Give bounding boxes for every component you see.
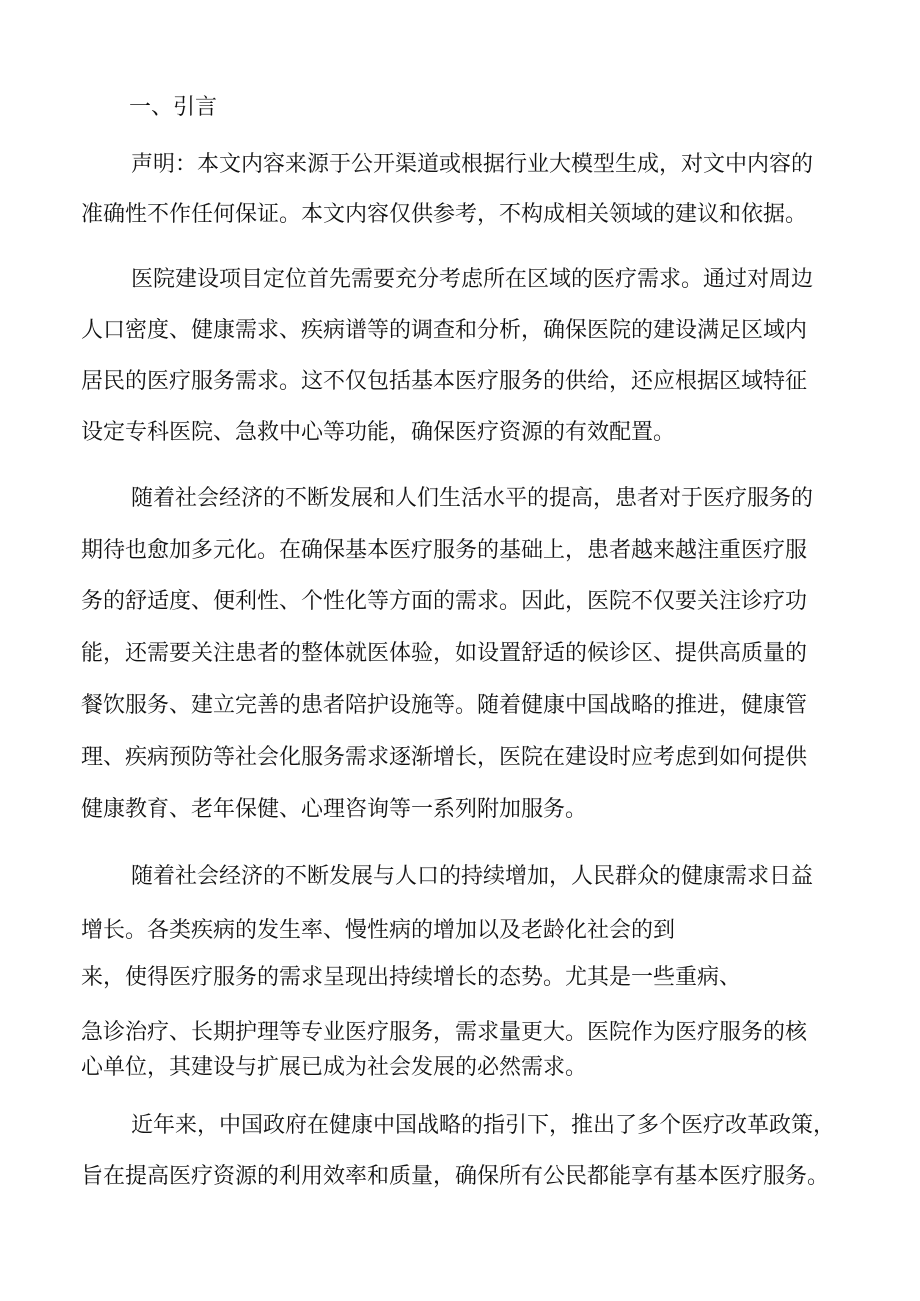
paragraph-2-line-1: 医院建设项目定位首先需要充分考虑所在区域的医疗需求。通过对周边 xyxy=(131,267,814,292)
paragraph-4-line-5: 心单位，其建设与扩展已成为社会发展的必然需求。 xyxy=(81,1055,588,1080)
disclaimer-line-1: 声明：本文内容来源于公开渠道或根据行业大模型生成，对文中内容的 xyxy=(131,152,814,177)
paragraph-3-line-4: 能，还需要关注患者的整体就医体验，如设置舒适的候诊区、提供高质量的 xyxy=(81,641,808,666)
paragraph-3-line-1: 随着社会经济的不断发展和人们生活水平的提高，患者对于医疗服务的 xyxy=(131,486,814,511)
paragraph-4-line-4: 急诊治疗、长期护理等专业医疗服务，需求量更大。医院作为医疗服务的核 xyxy=(81,1020,808,1045)
paragraph-5-line-2: 旨在提高医疗资源的利用效率和质量，确保所有公民都能享有基本医疗服务。 xyxy=(81,1164,830,1189)
paragraph-3-line-2: 期待也愈加多元化。在确保基本医疗服务的基础上，患者越来越注重医疗服 xyxy=(81,538,808,563)
paragraph-3-line-5: 餐饮服务、建立完善的患者陪护设施等。随着健康中国战略的推进，健康管 xyxy=(81,693,808,718)
paragraph-3-line-6: 理、疾病预防等社会化服务需求逐渐增长，医院在建设时应考虑到如何提供 xyxy=(81,745,808,770)
paragraph-4-line-2: 增长。各类疾病的发生率、慢性病的增加以及老龄化社会的到 xyxy=(81,918,676,943)
paragraph-3-line-3: 务的舒适度、便利性、个性化等方面的需求。因此，医院不仅要关注诊疗功 xyxy=(81,589,808,614)
paragraph-2-line-3: 居民的医疗服务需求。这不仅包括基本医疗服务的供给，还应根据区域特征 xyxy=(81,369,808,394)
disclaimer-line-2: 准确性不作任何保证。本文内容仅供参考，不构成相关领域的建议和依据。 xyxy=(81,202,808,227)
paragraph-4-line-3: 来，使得医疗服务的需求呈现出持续增长的态势。尤其是一些重病、 xyxy=(81,965,742,990)
paragraph-4-line-1: 随着社会经济的不断发展与人口的持续增加，人民群众的健康需求日益 xyxy=(131,864,814,889)
paragraph-5-line-1: 近年来，中国政府在健康中国战略的指引下，推出了多个医疗改革政策， xyxy=(131,1113,836,1138)
paragraph-2-line-2: 人口密度、健康需求、疾病谱等的调查和分析，确保医院的建设满足区域内 xyxy=(81,318,808,343)
paragraph-3-line-7: 健康教育、老年保健、心理咨询等一系列附加服务。 xyxy=(81,797,588,822)
section-heading: 一、引言 xyxy=(129,95,218,120)
paragraph-2-line-4: 设定专科医院、急救中心等功能，确保医疗资源的有效配置。 xyxy=(81,420,676,445)
